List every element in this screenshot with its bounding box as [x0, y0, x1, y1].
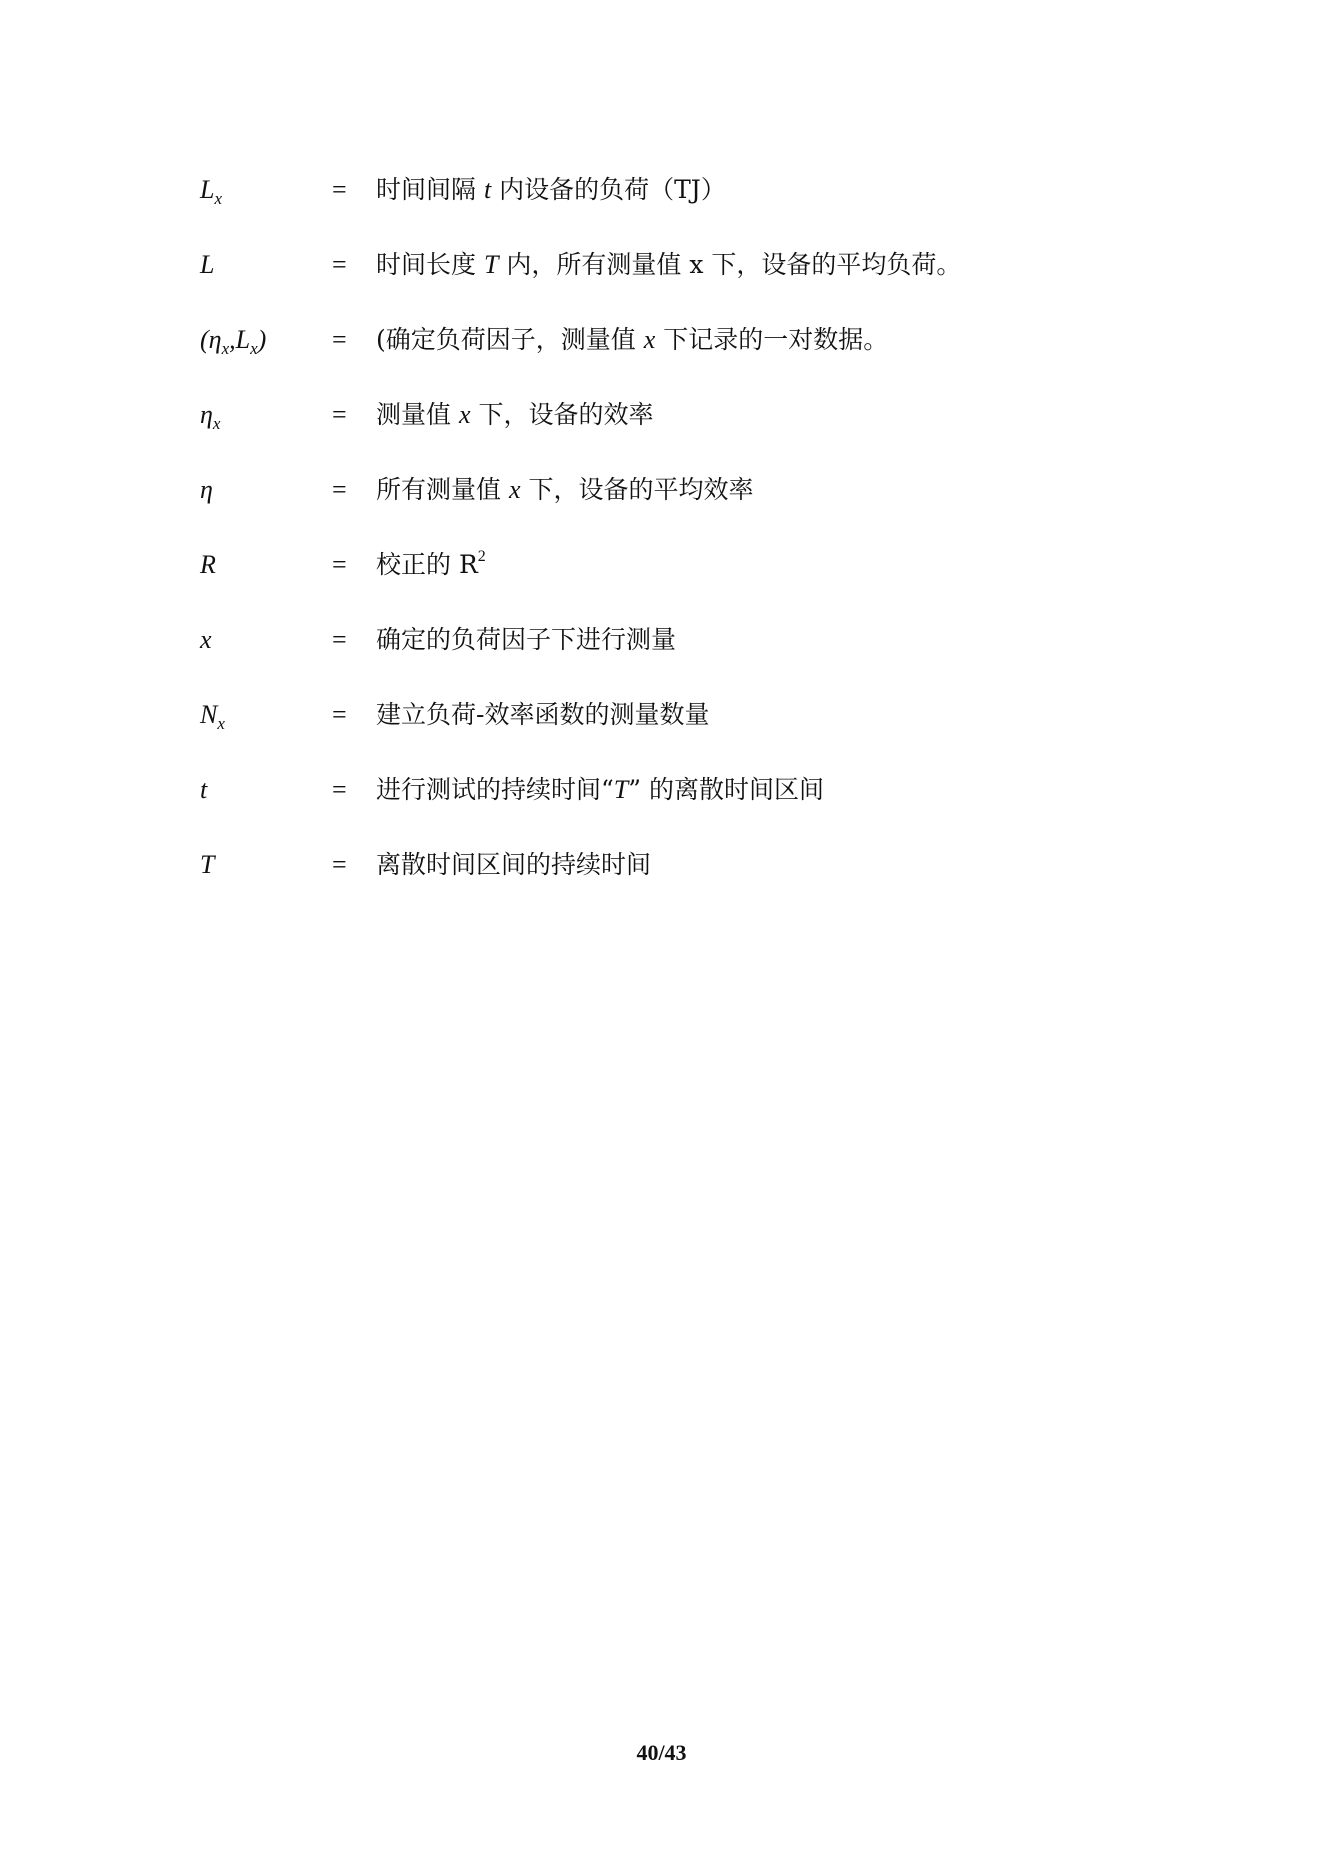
definition-text: 进行测试的持续时间“T” 的离散时间区间: [376, 775, 824, 804]
definition-symbol: T: [200, 850, 215, 879]
definition-text: 确定的负荷因子下进行测量: [376, 625, 677, 654]
equals-sign: =: [332, 175, 347, 204]
definition-row: [200, 250, 1100, 325]
definition-symbol: $L_x$: [200, 175, 223, 208]
definition-symbol: η: [200, 475, 213, 504]
equals-sign: =: [332, 850, 347, 879]
equals-sign: =: [332, 700, 347, 729]
definition-symbol: t: [200, 775, 208, 804]
definition-symbol: $(\eta_x,L_x)$: [200, 325, 267, 358]
equals-sign: =: [332, 550, 347, 579]
definition-symbol: $\eta_x$: [200, 400, 221, 433]
definition-text: 测量值 x 下，设备的效率: [376, 400, 654, 429]
equals-sign: =: [332, 625, 347, 654]
definition-row: [200, 550, 1100, 625]
definition-row: [200, 400, 1100, 475]
equals-sign: =: [332, 400, 347, 429]
definition-text: (确定负荷因子，测量值 x 下记录的一对数据。: [376, 325, 889, 354]
equals-sign: =: [332, 775, 347, 804]
definition-text: 时间长度 T 内，所有测量值 x 下，设备的平均负荷。: [376, 250, 962, 279]
definition-text: 所有测量值 x 下，设备的平均效率: [376, 475, 754, 504]
definition-row: [200, 475, 1100, 550]
definition-symbol: x: [200, 625, 212, 654]
definition-symbol: R: [200, 550, 216, 579]
definition-row: [200, 700, 1100, 775]
definition-row: [200, 775, 1100, 850]
definition-symbol: $N_x$: [200, 700, 225, 733]
definition-text: 校正的 $R^2$: [376, 548, 486, 579]
definition-text: 建立负荷-效率函数的测量数量: [376, 700, 710, 729]
equals-sign: =: [332, 325, 347, 354]
definition-row: [200, 850, 1100, 925]
definition-text: 时间间隔 t 内设备的负荷（TJ）: [376, 175, 726, 204]
definition-row: [200, 625, 1100, 700]
definition-text: 离散时间区间的持续时间: [376, 850, 652, 879]
page-number: 40/43: [636, 1740, 687, 1765]
equals-sign: =: [332, 475, 347, 504]
equals-sign: =: [332, 250, 347, 279]
definition-list: [200, 175, 1100, 925]
definition-row: [200, 175, 1100, 250]
definition-row: [200, 325, 1100, 400]
definition-symbol: L: [200, 250, 215, 279]
